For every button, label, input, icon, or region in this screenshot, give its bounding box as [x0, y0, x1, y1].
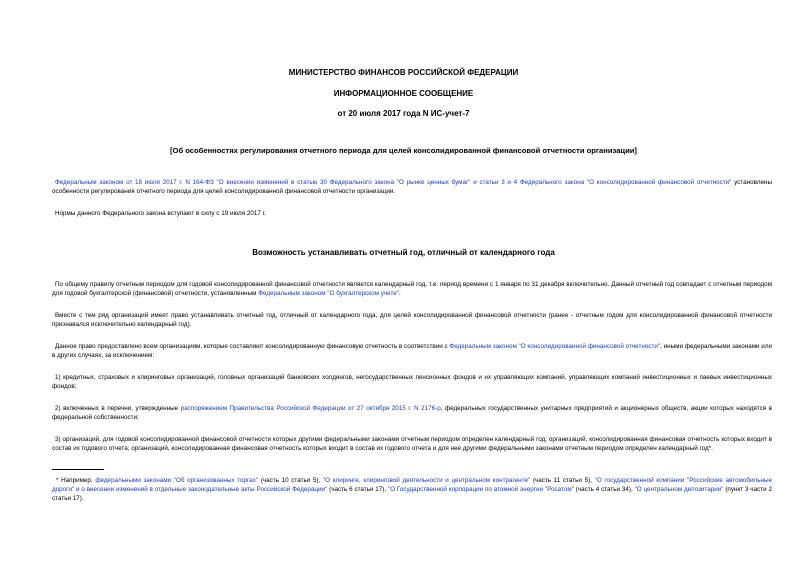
organized-trading-law-link[interactable]: федеральными законами "Об организованных торгах" — [95, 477, 259, 484]
depository-law-link[interactable]: "О центральном депозитарии" — [634, 486, 724, 493]
road-company-law-link[interactable]: "О государственной компании "Российские автомобильные дороги" и о внесении изменений в отдельные законодательные акты Российской Федерации" — [52, 477, 773, 493]
subject-heading: [Об особенностях регулирования отчетного периода для целей консолидированной финансовой отчетности организации] — [170, 146, 637, 155]
body-paragraph-1-end: . — [399, 290, 401, 297]
body-paragraph-3-text: Данное право предоставлено всем организациям, которые составляют консолидированную финансовую отчетность в соответствии с — [55, 343, 450, 350]
exception-item-2-end: , федеральных государственных унитарных предприятий и акционерных обществ, акции которых находятся в федеральной собственности; — [52, 405, 772, 421]
footnote-text-a: * Например, — [56, 477, 96, 484]
accounting-law-link[interactable]: Федеральным законом "О бухгалтерском учете" — [258, 290, 399, 297]
footnote — [52, 476, 772, 503]
rosatom-law-link[interactable]: "О Государственной корпорации по атомной энергии "Росатом" — [387, 486, 574, 493]
ministry-heading: МИНИСТЕРСТВО ФИНАНСОВ РОССИЙСКОЙ ФЕДЕРАЦИИ — [288, 68, 519, 77]
body-paragraph-1-text: По общему правилу отчетным периодом для годовой консолидированной финансовой отчетности является календарный год, т.е. период времени с 1 января по 31 декабря включительно. Данный отчетный год совпадает с отчетным периодом для годовой бухгалтерской (финансовой) отчетности, установленным — [52, 281, 772, 297]
body-paragraph-1 — [52, 280, 772, 298]
body-paragraph-3-end: , иными федеральными законами или в других случаях, за исключением: — [52, 343, 773, 359]
intro-paragraph-1 — [52, 178, 772, 196]
intro-paragraph-2: Нормы данного Федерального закона вступают в силу с 19 июля 2017 г. — [55, 210, 266, 217]
exception-item-2 — [52, 404, 772, 422]
law-164-fz-link[interactable]: Федеральным законом от 18 июля 2017 г. N 164-ФЗ "О внесении изменений в статью 30 Федерального закона "О рынке ценных бумаг" и статьи 3 и 4 Федерального закона "О консолидированной финансовой отчетности" — [55, 179, 732, 186]
clearing-law-link[interactable]: "О клиринге, клиринговой деятельности и центральном контрагенте" — [322, 477, 531, 484]
footnote-text-f: (пункт 3 части 2 статьи 17). — [52, 486, 772, 502]
footnote-text-d: (часть 6 статьи 17), — [327, 486, 388, 493]
footnote-text-b: (часть 10 статьи 5), — [258, 477, 323, 484]
date-number-heading: от 20 июля 2017 года N ИС-учет-7 — [337, 109, 470, 118]
doc-type-heading: ИНФОРМАЦИОННОЕ СООБЩЕНИЕ — [333, 89, 474, 98]
body-paragraph-2: Вместе с тем ряд организаций имеет право устанавливать отчетный год, отличный от календарного года, для целей консолидированной финансовой отчетности (ранее - отчетным годом для консолидированной финансовой отчетности признавался исключительно календарный год). — [52, 312, 772, 328]
government-order-link[interactable]: распоряжением Правительства Российской Федерации от 27 октября 2015 г. N 2176-р — [180, 405, 441, 412]
footnote-text-c: (часть 11 статьи 5), — [530, 477, 595, 484]
footnote-text-e: (часть 4 статьи 34), — [573, 486, 635, 493]
consolidated-reporting-law-link[interactable]: Федеральным законом "О консолидированной финансовой отчетности" — [449, 343, 661, 350]
section-title: Возможность устанавливать отчетный год, отличный от календарного года — [252, 248, 555, 257]
intro-paragraph-1-text: установлены особенности регулирования отчетного периода для целей консолидированной финансовой отчетности организации. — [52, 179, 772, 195]
body-paragraph-3 — [52, 342, 772, 360]
exception-item-1: 1) кредитных, страховых и клиринговых организаций, головных организаций банковских холдингов, негосударственных пенсионных фондов и их управляющих компаний, управляющих компаний инвестиционных и паевых инвестиционных фондов; — [52, 374, 772, 390]
exception-item-3: 3) организаций, для годовой консолидированной финансовой отчетности которых другими федеральными законами отчетным периодом определен календарный год; организаций, консолидированная финансовая отчетность которых входит в состав их годового отчета; организаций, консолидированная финансовая отчетность которых входит в состав их годового отчета и для нее другими федеральными законами отчетным периодом определен календарный год*. — [52, 436, 772, 452]
exception-item-2-text: 2) включенных в перечни, утвержденные — [55, 405, 181, 412]
footnote-divider — [52, 469, 104, 470]
